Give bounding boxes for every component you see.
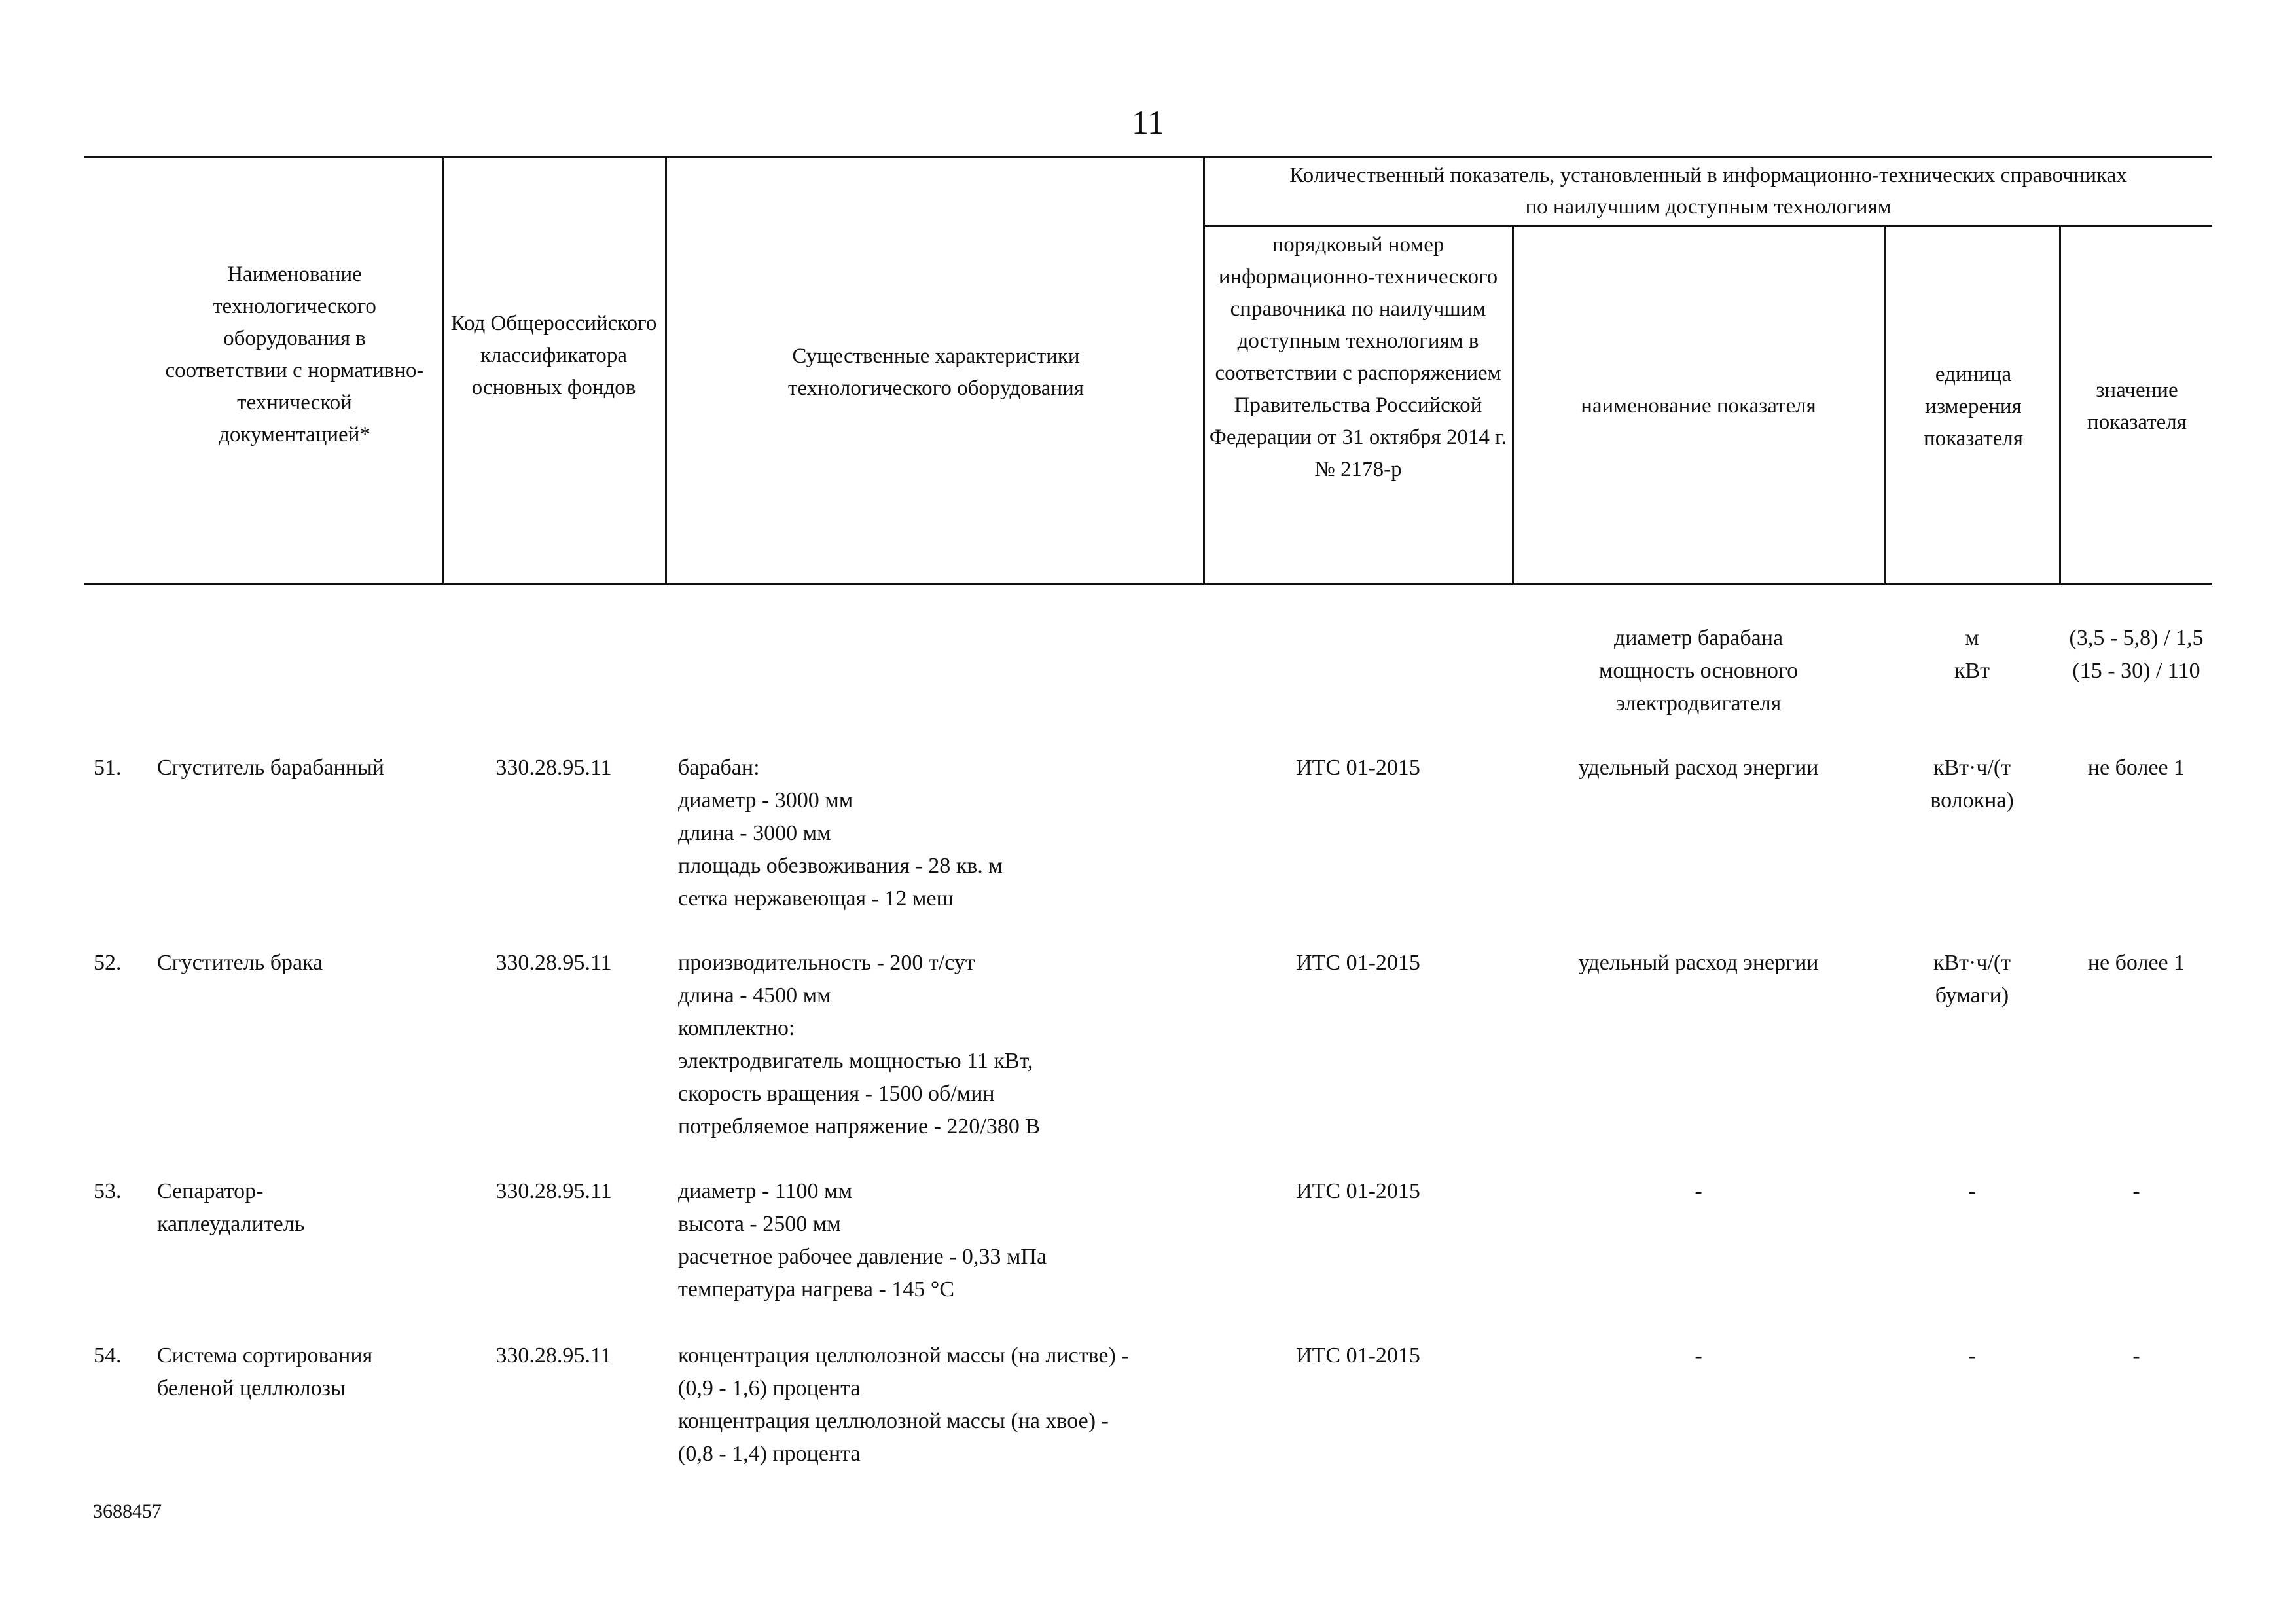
- characteristic-line: расчетное рабочее давление - 0,33 мПа: [678, 1245, 1047, 1269]
- its-reference: ИТС 01-2015: [1296, 1179, 1420, 1203]
- header-group-title-line2: по наилучшим доступным технологиям: [1525, 195, 1892, 219]
- characteristics-list: [678, 752, 1202, 915]
- indicator-name: -: [1695, 1179, 1702, 1203]
- characteristic-line: концентрация целлюлозной массы (на листве) -: [678, 1343, 1129, 1368]
- characteristics-list: [678, 1175, 1202, 1306]
- characteristic-line: барабан:: [678, 756, 760, 780]
- document-code: 3688457: [93, 1501, 162, 1522]
- characteristic-line: температура нагрева - 145 °C: [678, 1277, 955, 1302]
- unit-cell: [1886, 622, 2058, 687]
- unit-text: кВт: [1954, 659, 1990, 683]
- value-text: (15 - 30) / 110: [2072, 659, 2200, 683]
- page-number: 11: [1131, 104, 1165, 141]
- equipment-name: Сгуститель барабанный: [157, 756, 384, 780]
- characteristic-line: комплектно:: [678, 1016, 795, 1040]
- indicator-text: мощность основного электродвигателя: [1598, 659, 1799, 716]
- classifier-code: 330.28.95.11: [495, 951, 612, 975]
- header-group-title: [1206, 160, 2211, 223]
- unit-text: кВт·ч/(т: [1933, 951, 2011, 975]
- indicator-value: -: [2132, 1179, 2140, 1203]
- header-col-value: значение показателя: [2087, 378, 2187, 434]
- header-col-unit: единица измерения показателя: [1924, 363, 2023, 450]
- value-text: (3,5 - 5,8) / 1,5: [2069, 626, 2204, 650]
- header-col-name: Наименование технологического оборудования в соответствии с нормативно-технической документацией*: [165, 263, 424, 447]
- characteristic-line: сетка нержавеющая - 12 меш: [678, 886, 954, 911]
- characteristic-line: потребляемое напряжение - 220/380 В: [678, 1114, 1041, 1139]
- characteristic-line: производительность - 200 т/сут: [678, 951, 975, 975]
- header-divider: [2059, 226, 2061, 584]
- characteristics-list: [678, 947, 1202, 1143]
- equipment-name: [157, 1340, 432, 1405]
- value-cell: [2062, 622, 2211, 687]
- header-group-title-line1: Количественный показатель, установленный в информационно-технических справочниках: [1289, 164, 2127, 187]
- header-divider: [442, 157, 444, 584]
- indicator-text: диаметр барабана: [1613, 626, 1784, 650]
- indicator-unit: -: [1968, 1343, 1976, 1368]
- header-divider: [1203, 157, 1205, 584]
- indicator-unit: [1886, 947, 2058, 1012]
- its-reference: ИТС 01-2015: [1296, 756, 1420, 780]
- indicator-name: удельный расход энергии: [1578, 951, 1819, 975]
- indicator-unit: [1886, 752, 2058, 817]
- equipment-name-line: беленой целлюлозы: [157, 1376, 346, 1400]
- header-col-code: Код Общероссийского классификатора основных фондов: [450, 312, 657, 399]
- classifier-code: 330.28.95.11: [495, 1343, 612, 1368]
- indicator-value: не более 1: [2087, 951, 2185, 975]
- classifier-code: 330.28.95.11: [495, 756, 612, 780]
- characteristic-line: длина - 4500 мм: [678, 983, 831, 1008]
- indicator-value: не более 1: [2087, 756, 2185, 780]
- indicator-value: -: [2132, 1343, 2140, 1368]
- equipment-name: Сгуститель брака: [157, 951, 323, 975]
- indicator-cell: [1515, 622, 1882, 720]
- characteristic-line: диаметр - 1100 мм: [678, 1179, 853, 1203]
- header-top-rule: [84, 156, 2212, 158]
- equipment-name-line: Система сортирования: [157, 1343, 373, 1368]
- header-divider: [665, 157, 667, 584]
- equipment-name-line: Сепаратор-: [157, 1179, 264, 1203]
- indicator-name: -: [1695, 1343, 1702, 1368]
- row-number: 52.: [94, 951, 122, 975]
- its-reference: ИТС 01-2015: [1296, 951, 1420, 975]
- equipment-name: [157, 1175, 432, 1241]
- indicator-unit: -: [1968, 1179, 1976, 1203]
- header-divider: [1512, 226, 1514, 584]
- header-col-indicator: наименование показателя: [1581, 394, 1816, 418]
- characteristic-line: электродвигатель мощностью 11 кВт,: [678, 1049, 1033, 1073]
- characteristic-line: площадь обезвоживания - 28 кв. м: [678, 854, 1003, 878]
- unit-text: кВт·ч/(т: [1933, 756, 2011, 780]
- unit-text: м: [1965, 626, 1979, 650]
- its-reference: ИТС 01-2015: [1296, 1343, 1420, 1368]
- characteristic-line: диаметр - 3000 мм: [678, 788, 853, 812]
- row-number: 51.: [94, 756, 122, 780]
- unit-text: бумаги): [1935, 983, 2009, 1008]
- characteristic-line: (0,8 - 1,4) процента: [678, 1442, 861, 1466]
- equipment-name-line: каплеудалитель: [157, 1212, 305, 1236]
- row-number: 54.: [94, 1343, 122, 1368]
- header-bottom-rule: [84, 583, 2212, 585]
- indicator-name: удельный расход энергии: [1578, 756, 1819, 780]
- characteristic-line: скорость вращения - 1500 об/мин: [678, 1082, 995, 1106]
- classifier-code: 330.28.95.11: [495, 1179, 612, 1203]
- unit-text: волокна): [1930, 788, 2014, 812]
- characteristic-line: концентрация целлюлозной массы (на хвое) -: [678, 1409, 1109, 1433]
- characteristic-line: (0,9 - 1,6) процента: [678, 1376, 861, 1400]
- row-number: 53.: [94, 1179, 122, 1203]
- header-divider: [1884, 226, 1886, 584]
- characteristic-line: длина - 3000 мм: [678, 821, 831, 845]
- characteristics-list: [678, 1340, 1202, 1470]
- characteristic-line: высота - 2500 мм: [678, 1212, 841, 1236]
- header-col-characteristics: Существенные характеристики технологического оборудования: [788, 344, 1084, 400]
- header-col-its: порядковый номер информационно-технического справочника по наилучшим доступным технологиям в соответствии с распоряжением Правительства Российской Федерации от 31 октября 2014 г. № 2178-р: [1209, 233, 1507, 481]
